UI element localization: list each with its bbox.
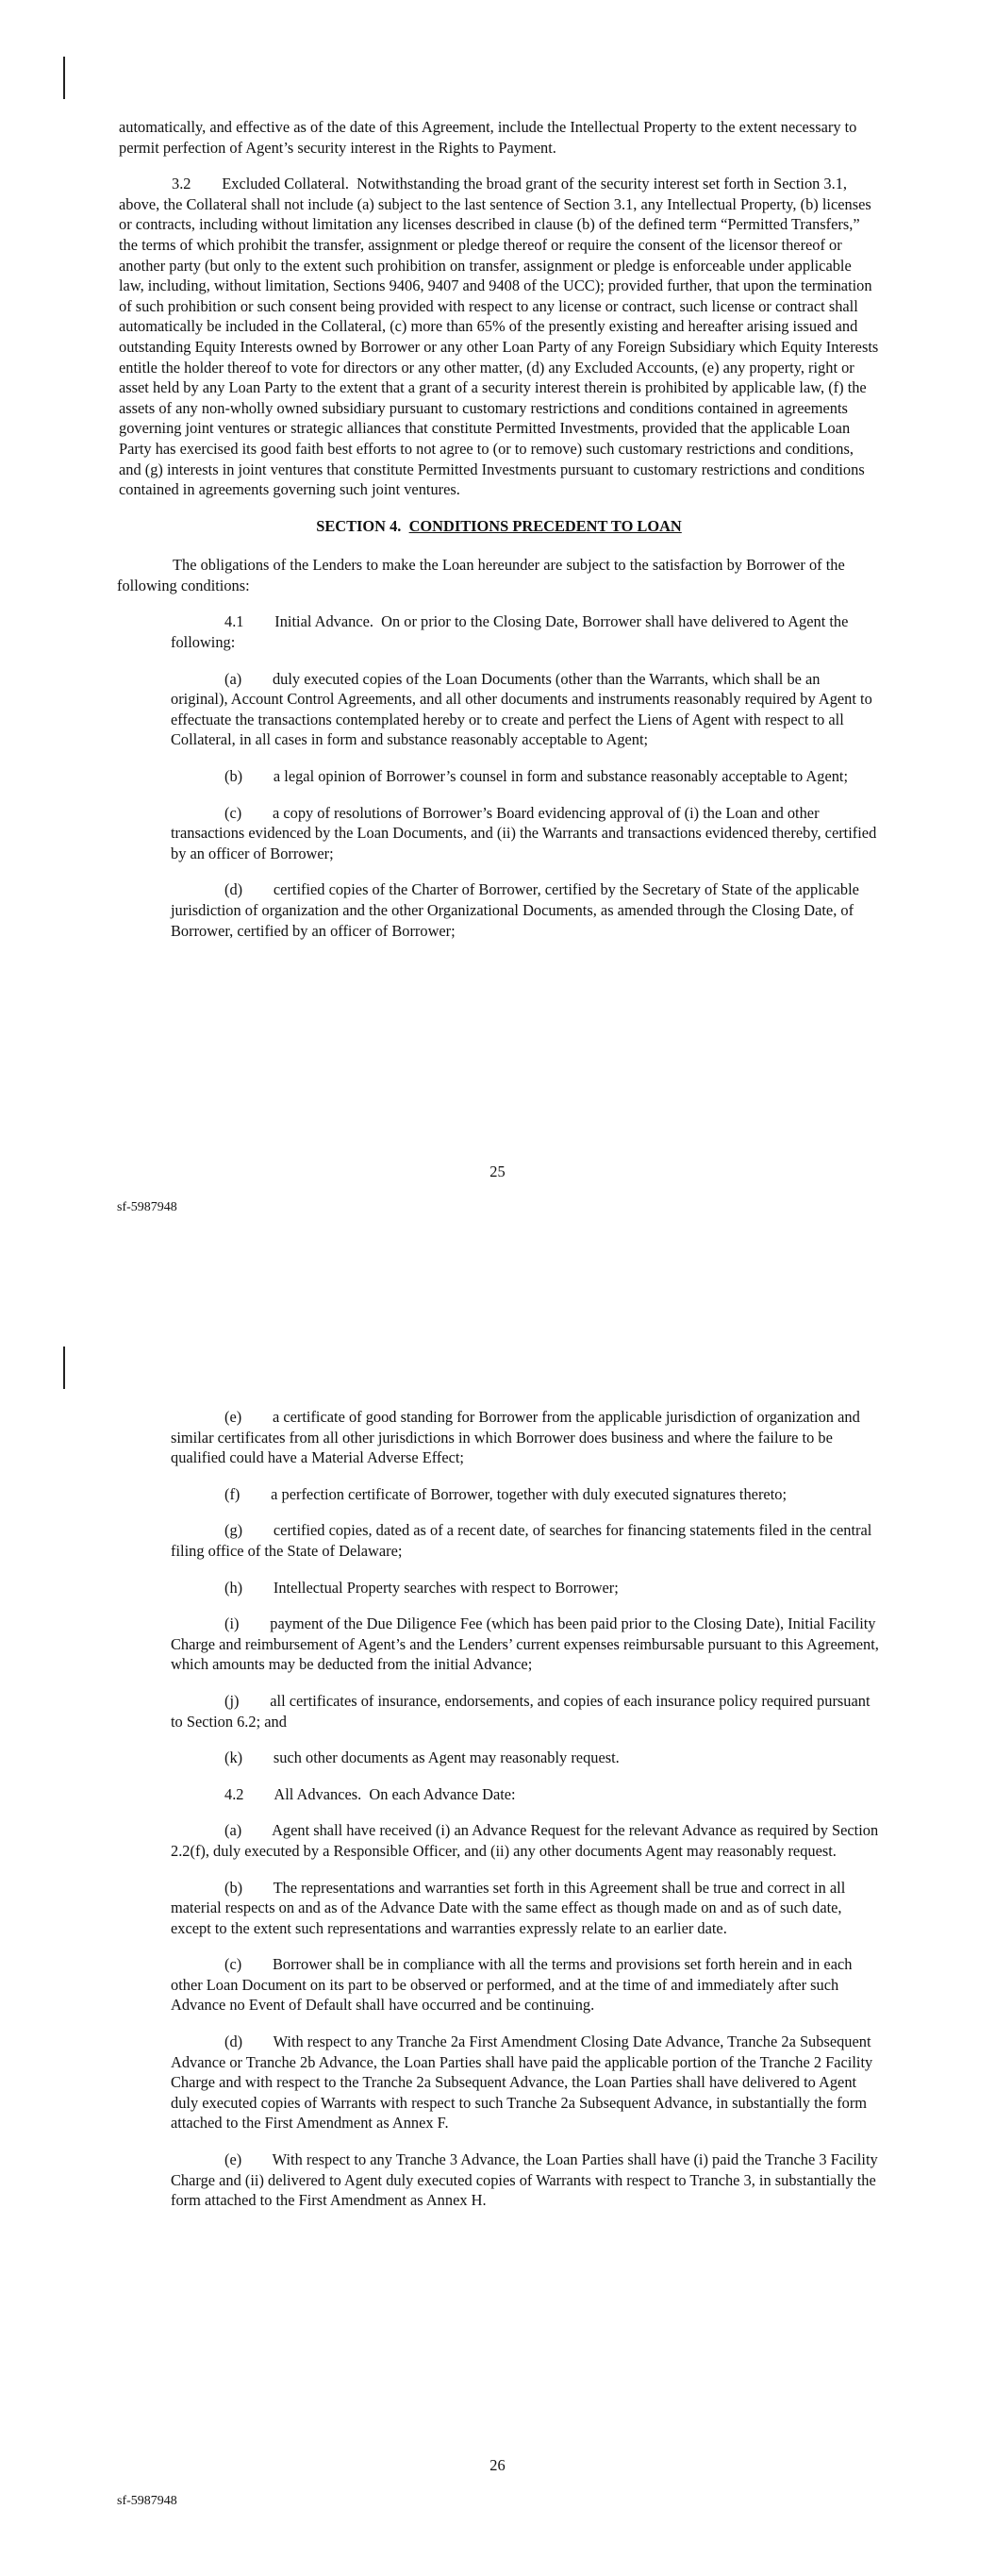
paragraph-continuation: automatically, and effective as of the date of this Agreement, include the Intellectual Property to the extent necessary to permit perfection of Agent’s security interest in the Rights to Payment. (119, 118, 857, 157)
page-number: 25 (489, 1163, 506, 1180)
paragraph-section-4-intro: The obligations of the Lenders to make the Loan hereunder are subject to the satisfaction by Borrower of the following conditions: (117, 556, 845, 594)
page-number: 26 (489, 2456, 506, 2474)
paragraph-4-1-initial-advance: 4.1 Initial Advance. On or prior to the Closing Date, Borrower shall have delivered to Agent the following: (171, 612, 853, 652)
paragraph-4-2-a: (a) Agent shall have received (i) an Advance Request for the relevant Advance as required by Section 2.2(f), duly executed by a Responsible Officer, and (ii) any other documents Agent may reasonably request. (171, 1821, 883, 1860)
section-4-number: SECTION 4. (316, 516, 409, 535)
paragraph-4-1-c: (c) a copy of resolutions of Borrower’s Board evidencing approval of (i) the Loan and other transactions evidenced by the Loan Documents, and (ii) the Warrants and transactions evidenced thereby, certified by an officer of Borrower; (171, 803, 881, 862)
paragraph-4-2-all-advances: 4.2 All Advances. On each Advance Date: (224, 1784, 516, 1803)
document-id: sf-5987948 (117, 1200, 177, 1214)
paragraph-4-1-e: (e) a certificate of good standing for Borrower from the applicable jurisdiction of organization and similar certificates from all other jurisdictions in which Borrower does business and where the failure to be qualified could have a Material Adverse Effect; (171, 1408, 864, 1467)
page-26 (0, 1288, 995, 2576)
page-body (117, 117, 883, 957)
page-body (171, 1407, 883, 2227)
paragraph-4-1-a: (a) duly executed copies of the Loan Documents (other than the Warrants, which shall be an original), Account Control Agreements, and all other documents and instruments reasonably required by Agent to effectuate the transactions contemplated hereby or to create and perfect the Liens of Agent with respect to all Collateral, in all cases in form and substance reasonably acceptable to Agent; (171, 669, 876, 749)
paragraph-4-1-k: (k) such other documents as Agent may reasonably request. (224, 1748, 620, 1767)
document-id: sf-5987948 (117, 2494, 177, 2508)
paragraph-4-1-i: (i) payment of the Due Diligence Fee (which has been paid prior to the Closing Date), Initial Facility Charge and reimbursement of Agent’s and the Lenders’ current expenses reimbursable pursuant to this Agreement, which amounts may be deducted from the initial Advance; (171, 1614, 883, 1674)
paragraph-4-1-f: (f) a perfection certificate of Borrower, together with duly executed signatures thereto; (224, 1484, 787, 1503)
revision-bar (63, 1347, 65, 1389)
revision-bar (63, 57, 65, 99)
section-4-heading (119, 516, 879, 537)
paragraph-4-1-g: (g) certified copies, dated as of a recent date, of searches for financing statements filed in the central filing office of the State of Delaware; (171, 1521, 876, 1560)
paragraph-4-2-e: (e) With respect to any Tranche 3 Advance, the Loan Parties shall have (i) paid the Tranche 3 Facility Charge and (ii) delivered to Agent duly executed copies of Warrants with respect to Tranche 3, in substantially the form attached to the First Amendment as Annex H. (171, 2150, 882, 2210)
paragraph-4-2-d: (d) With respect to any Tranche 2a First Amendment Closing Date Advance, Tranche 2a Subsequent Advance or Tranche 2b Advance, the Loan Parties shall have paid the applicable portion of the Tranche 2 Facility Charge and with respect to the Tranche 2a Subsequent Advance, the Loan Parties shall have delivered to Agent duly executed copies of Warrants with respect to such Tranche 2a Subsequent Advance, in substantially the form attached to the First Amendment as Annex F. (171, 2032, 877, 2133)
paragraph-4-1-h: (h) Intellectual Property searches with respect to Borrower; (224, 1578, 619, 1597)
paragraph-4-1-b: (b) a legal opinion of Borrower’s counsel in form and substance reasonably acceptable to Agent; (224, 767, 849, 786)
paragraph-4-2-c: (c) Borrower shall be in compliance with all the terms and provisions set forth herein and in each other Loan Document on its part to be observed or performed, and at the time of and immediately after such Advance no Event of Default shall have occurred and be continuing. (171, 1955, 856, 2015)
paragraph-3-2-excluded-collateral: 3.2 Excluded Collateral. Notwithstanding the broad grant of the security interest set forth in Section 3.1, above, the Collateral shall not include (a) subject to the last sentence of Section 3.1, any Intellectual Property, (b) licenses or contracts, including without limitation any licenses described in clause (b) of the defined term “Permitted Transfers,” the terms of which prohibit the transfer, assignment or pledge thereof or require the consent of the licensor thereof or another party (but only to the extent such prohibition on transfer, assignment or pledge is enforceable under applicable law, including, without limitation, Sections 9406, 9407 and 9408 of the UCC); provided further, that upon the termination of such prohibition or such consent being provided with respect to any license or contract, such license or contract shall automatically be included in the Collateral, (c) more than 65% of the presently existing and hereafter arising issued and outstanding Equity Interests owned by Borrower or any other Loan Party of any Foreign Subsidiary which Equity Interests entitle the holder thereof to vote for directors or any other matter, (d) any Excluded Accounts, (e) any property, right or asset held by any Loan Party to the extent that a grant of a security interest therein is prohibited by applicable law, (f) the assets of any non-wholly owned subsidiary pursuant to customary restrictions and conditions contained in agreements governing joint ventures or strategic alliances that constitute Permitted Investments, provided that the applicable Loan Party has exercised its good faith best efforts to not agree to (or to remove) such customary restrictions and conditions, and (g) interests in joint ventures that constitute Permitted Investments pursuant to customary restrictions and conditions contained in agreements governing such joint ventures. (119, 175, 883, 499)
paragraph-4-1-d: (d) certified copies of the Charter of Borrower, certified by the Secretary of State of the applicable jurisdiction of organization and the other Organizational Documents, as amended through the Closing Date, of Borrower, certified by an officer of Borrower; (171, 880, 864, 940)
paragraph-4-1-j: (j) all certificates of insurance, endorsements, and copies of each insurance policy required pursuant to Section 6.2; and (171, 1691, 874, 1731)
paragraph-4-2-b: (b) The representations and warranties set forth in this Agreement shall be true and correct in all material respects on and as of the Advance Date with the same effect as though made on and as of such date, except to the extent such representations and warranties expressly relate to an earlier date. (171, 1878, 850, 1937)
section-4-title: CONDITIONS PRECEDENT TO LOAN (408, 516, 682, 535)
